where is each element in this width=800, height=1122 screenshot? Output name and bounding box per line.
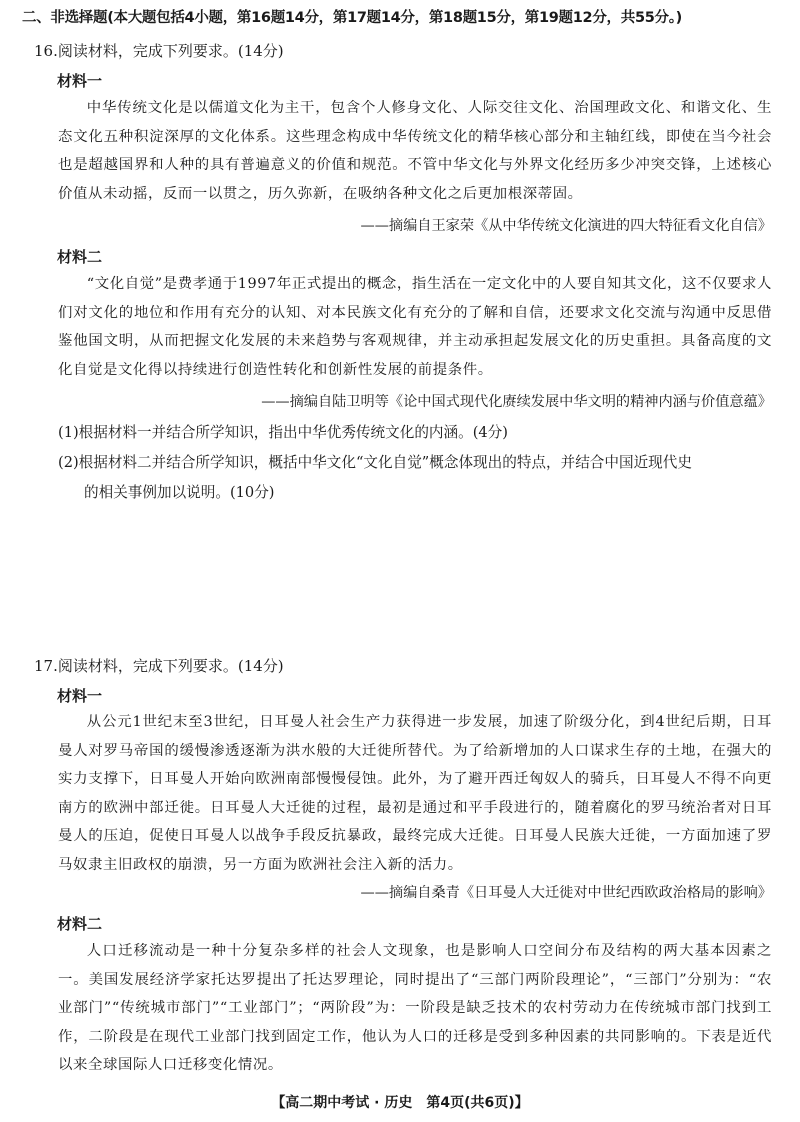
q17-material-1-text: 从公元1世纪末至3世纪，日耳曼人社会生产力获得进一步发展，加速了阶级分化，到4世纪后期，日耳曼人对罗马帝国的缓慢渗透逐渐为洪水般的大迁徙所替代。为了给新增加的人口谋求生存的土地，在强大的实力支撑下，日耳曼人开始向欧洲南部慢慢侵蚀。此外，为了避开西迁匈奴人的骑兵，日耳曼人不得不向更南方的欧洲中部迁徙。日耳曼人大迁徙的过程，最初是通过和平手段进行的，随着腐化的罗马统治者对日耳曼人的压迫，促使日耳曼人以战争手段反抗暴政，最终完成大迁徙。日耳曼人民族大迁徙，一方面加速了罗马奴隶主旧政权的崩溃，另一方面为欧洲社会注入新的活力。 <box>58 714 772 873</box>
q16-material-2-text: “文化自觉”是费孝通于1997年正式提出的概念，指生活在一定文化中的人要自知其文化，这不仅要求人们对文化的地位和作用有充分的认知、对本民族文化有充分的了解和自信，还要求文化交流与沟通中反思借鉴他国文明，从而把握文化发展的未来趋势与客观规律，并主动承担起发展文化的历史重担。具备高度的文化自觉是文化得以持续进行创造性转化和创新性发展的前提条件。 <box>58 276 772 378</box>
q16-task-2-line-1: (2)根据材料二并结合所学知识，概括中华文化“文化自觉”概念体现出的特点，并结合中国近现代史 <box>58 454 692 471</box>
q17-material-2-label: 材料二 <box>57 915 103 933</box>
q16-material-2-source: ——摘编自陆卫明等《论中国式现代化赓续发展中华文明的精神内涵与价值意蕴》 <box>261 394 772 410</box>
q16-material-1-label: 材料一 <box>57 72 103 90</box>
q17-material-1-label: 材料一 <box>57 687 103 705</box>
q16-material-1-source: ——摘编自王家荣《从中华传统文化演进的四大特征看文化自信》 <box>360 218 772 234</box>
q16-material-1-text: 中华传统文化是以儒道文化为主干，包含个人修身文化、人际交往文化、治国理政文化、和谐文化、生态文化五种积淀深厚的文化体系。这些理念构成中华传统文化的精华核心部分和主轴红线，即使在当今社会也是超越国界和人种的具有普遍意义的价值和规范。不管中华文化与外界文化经历多少冲突交锋，上述核心价值从未动摇，反而一以贯之，历久弥新，在吸纳各种文化之后更加根深蒂固。 <box>58 100 772 202</box>
section-title: 二、非选择题(本大题包括4小题，第16题14分，第17题14分，第18题15分，第19题12分，共55分。) <box>22 10 682 26</box>
q17-material-2-text: 人口迁移流动是一种十分复杂多样的社会人文现象，也是影响人口空间分布及结构的两大基本因素之一。美国发展经济学家托达罗提出了托达罗理论，同时提出了“三部门两阶段理论”，“三部门”分别为：“农业部门”“传统城市部门”“工业部门”；“两阶段”为：一阶段是缺乏技术的农村劳动力在传统城市部门找到工作，二阶段是在现代工业部门找到固定工作，他认为人口的迁移是受到多种因素的共同影响的。下表是近代以来全球国际人口迁移变化情况。 <box>58 943 772 1073</box>
question-17-heading: 17.阅读材料，完成下列要求。(14分) <box>34 657 284 675</box>
q16-material-2-label: 材料二 <box>57 248 103 266</box>
page-footer: 【高二期中考试 · 历史 第4页(共6页)】 <box>271 1095 529 1111</box>
q16-task-2-line-2: 的相关事例加以说明。(10分) <box>84 484 275 501</box>
q16-task-1: (1)根据材料一并结合所学知识，指出中华优秀传统文化的内涵。(4分) <box>58 424 508 441</box>
question-16-heading: 16.阅读材料，完成下列要求。(14分) <box>34 42 284 60</box>
q17-material-1-source: ——摘编自桑青《日耳曼人大迁徙对中世纪西欧政治格局的影响》 <box>360 885 772 901</box>
